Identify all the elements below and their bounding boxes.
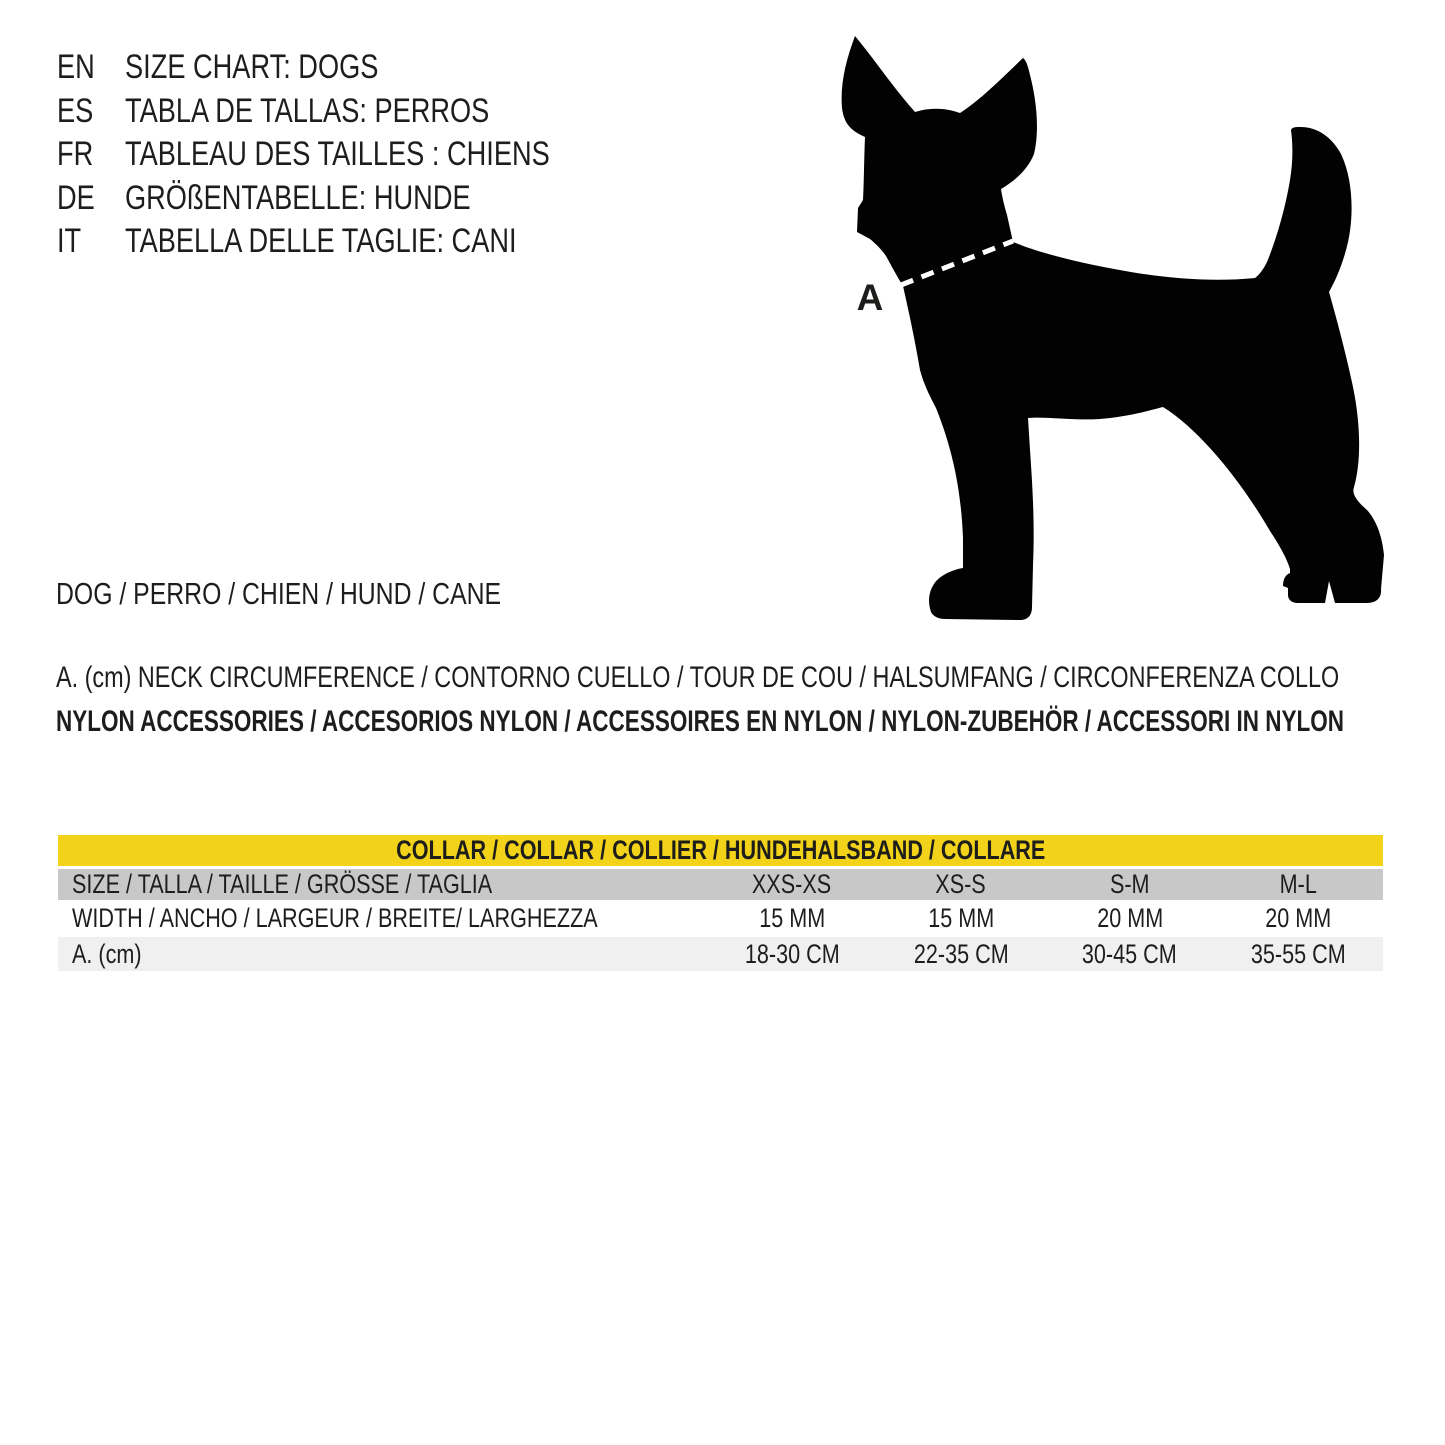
cell-text: 35-55 CM (1251, 939, 1346, 969)
language-row (57, 177, 656, 221)
row-label (58, 937, 708, 971)
figure-caption-text: DOG / PERRO / CHIEN / HUND / CANE (56, 576, 502, 611)
language-label (125, 135, 656, 173)
cell-text: 20 MM (1265, 903, 1332, 933)
language-code (57, 133, 125, 177)
size-value-cell (876, 869, 1045, 900)
measurement-note-text: A. (cm) NECK CIRCUMFERENCE / CONTORNO CUELLO / TOUR DE COU / HALSUMFANG / CIRCONFERENZA COLLO (56, 661, 1340, 694)
row-label (58, 903, 708, 934)
cell-text: M-L (1279, 869, 1318, 899)
table-row-width (58, 903, 1383, 934)
material-note-text: NYLON ACCESSORIES / ACCESORIOS NYLON / ACCESSOIRES EN NYLON / NYLON-ZUBEHÖR / ACCESSORI IN NYLON (56, 705, 1345, 738)
language-label-text: TABLEAU DES TAILLES : CHIENS (125, 135, 550, 173)
width-value-cell (708, 903, 877, 934)
neck-value-cell (1214, 937, 1383, 971)
row-label (58, 869, 708, 900)
language-label (125, 222, 614, 260)
material-note (56, 703, 1445, 740)
cell-text: XXS-XS (752, 869, 832, 899)
language-code-text: ES (57, 91, 94, 130)
dog-silhouette-icon (842, 36, 1384, 620)
language-label (125, 92, 580, 130)
table-header-text: COLLAR / COLLAR / COLLIER / HUNDEHALSBAND / COLLARE (395, 835, 1046, 865)
width-value-cell (1214, 903, 1383, 934)
row-label-text: WIDTH / ANCHO / LARGEUR / BREITE/ LARGHEZZA (72, 903, 598, 933)
cell-text: 20 MM (1096, 903, 1163, 933)
measurement-note (56, 659, 1445, 696)
figure-caption (56, 575, 612, 612)
cell-text: 15 MM (928, 903, 995, 933)
cell-text: S-M (1109, 869, 1150, 899)
neck-value-cell (708, 937, 877, 971)
language-code-text: IT (57, 222, 82, 260)
language-label (125, 48, 442, 86)
row-label-text: A. (cm) (72, 939, 142, 969)
dog-figure (820, 20, 1420, 640)
cell-text: 30-45 CM (1082, 939, 1178, 969)
size-table (58, 835, 1383, 971)
language-code (57, 46, 125, 90)
neck-value-cell (1045, 937, 1214, 971)
cell-text: XS-S (935, 869, 987, 899)
size-value-cell (708, 869, 877, 900)
language-list (57, 46, 656, 264)
table-row-neck (58, 937, 1383, 971)
language-code (57, 90, 125, 134)
size-value-cell (1045, 869, 1214, 900)
language-label-text: GRÖßENTABELLE: HUNDE (125, 178, 471, 217)
language-label (125, 179, 557, 217)
language-row (57, 46, 656, 90)
cell-text: 15 MM (759, 903, 826, 933)
cell-text: 22-35 CM (913, 939, 1009, 969)
neck-value-cell (876, 937, 1045, 971)
cell-text: 18-30 CM (744, 939, 840, 969)
language-label-text: SIZE CHART: DOGS (125, 48, 379, 86)
language-code-text: DE (57, 178, 95, 217)
size-value-cell (1214, 869, 1383, 900)
marker-a-label: A (856, 277, 884, 318)
language-code-text: FR (57, 135, 94, 173)
language-row (57, 220, 656, 264)
width-value-cell (1046, 903, 1215, 934)
language-label-text: TABLA DE TALLAS: PERROS (125, 91, 490, 130)
table-row-size (58, 869, 1383, 900)
language-row (57, 90, 656, 134)
width-value-cell (877, 903, 1046, 934)
row-label-text: SIZE / TALLA / TAILLE / GRÖSSE / TAGLIA (72, 869, 493, 899)
table-header (58, 835, 1383, 866)
language-row (57, 133, 656, 177)
language-code (57, 177, 125, 221)
language-label-text: TABELLA DELLE TAGLIE: CANI (125, 222, 517, 260)
language-code (57, 220, 125, 264)
language-code-text: EN (57, 48, 95, 86)
